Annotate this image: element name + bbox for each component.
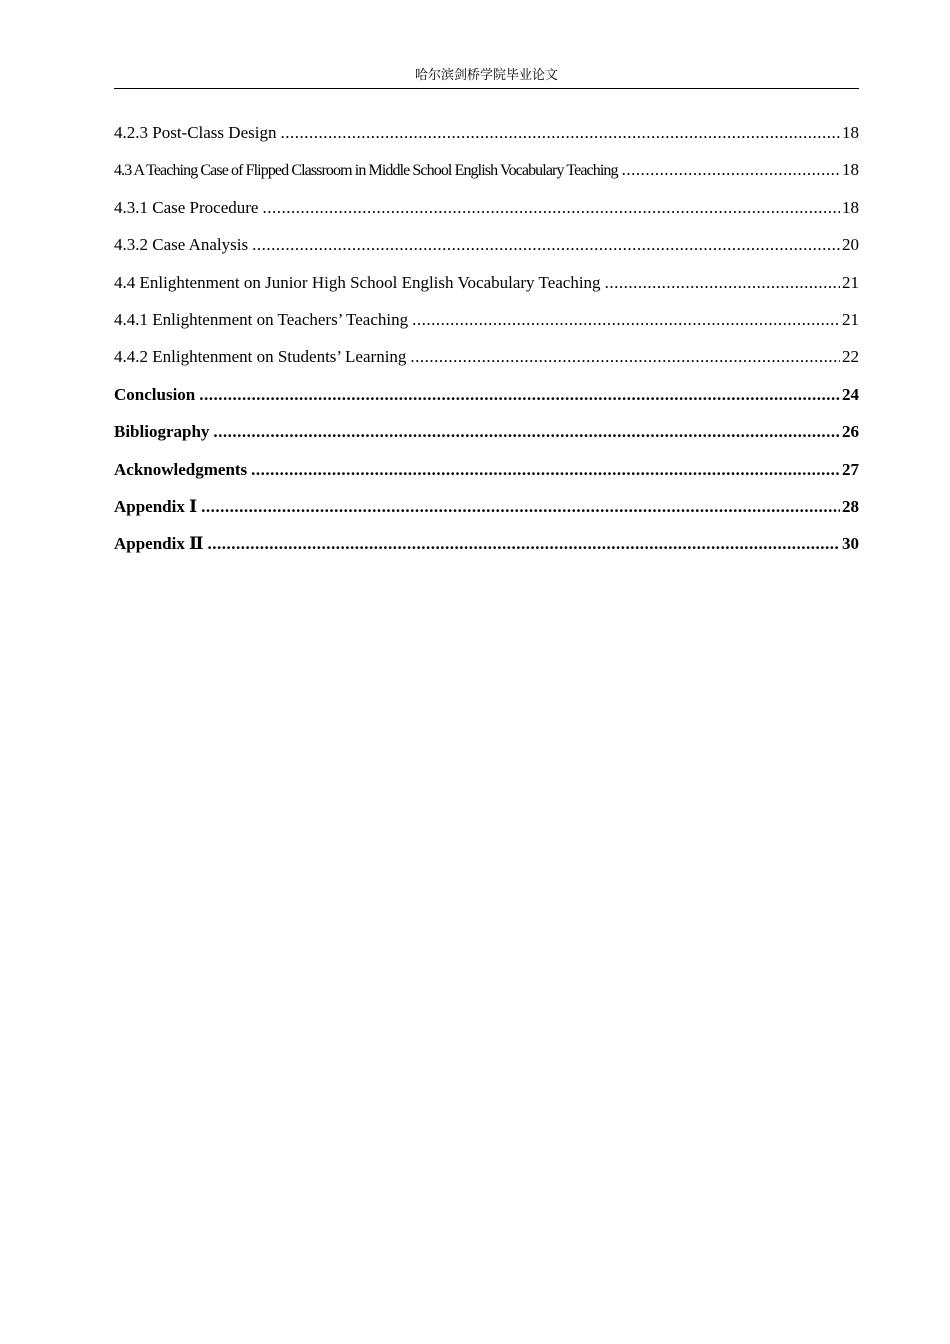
toc-entry-page: 27 xyxy=(842,459,859,479)
toc-entry[interactable] xyxy=(114,270,859,307)
toc-entry[interactable] xyxy=(114,531,859,568)
toc-entry-title: 4.4.1 Enlightenment on Teachers’ Teaching xyxy=(114,309,409,329)
toc-entry[interactable] xyxy=(114,195,859,232)
toc-entry[interactable] xyxy=(114,307,859,344)
header-title: 哈尔滨剑桥学院毕业论文 xyxy=(414,68,558,83)
toc-dot-leader xyxy=(412,307,840,333)
toc-entry-title: Appendix Ⅰ xyxy=(114,496,198,516)
toc-dot-leader xyxy=(199,382,840,408)
table-of-contents xyxy=(114,120,859,569)
toc-dot-leader xyxy=(201,494,840,520)
toc-entry[interactable] xyxy=(114,157,859,194)
toc-entry[interactable] xyxy=(114,120,859,157)
toc-entry[interactable] xyxy=(114,494,859,531)
toc-entry-page: 18 xyxy=(842,160,859,180)
toc-entry-title: 4.2.3 Post-Class Design xyxy=(114,123,277,142)
toc-dot-leader xyxy=(252,232,840,258)
toc-entry-title: 4.4 Enlightenment on Junior High School English Vocabulary Teaching xyxy=(114,272,601,292)
toc-entry-title: Bibliography xyxy=(114,422,210,442)
toc-entry-title: 4.3.2 Case Analysis xyxy=(114,235,249,255)
toc-entry-title: 4.3 A Teaching Case of Flipped Classroom in Middle School English Vocabulary Teaching xyxy=(114,162,618,180)
toc-entry[interactable] xyxy=(114,344,859,381)
toc-entry-page: 26 xyxy=(842,422,859,442)
toc-dot-leader xyxy=(605,270,840,296)
toc-dot-leader xyxy=(622,157,840,183)
toc-dot-leader xyxy=(262,195,840,221)
toc-entry-page: 18 xyxy=(842,123,859,142)
toc-entry[interactable] xyxy=(114,419,859,456)
toc-entry[interactable] xyxy=(114,457,859,494)
toc-dot-leader xyxy=(280,120,840,146)
toc-entry[interactable] xyxy=(114,232,859,269)
toc-entry-title: Appendix Ⅱ xyxy=(114,534,204,554)
toc-dot-leader xyxy=(213,419,840,445)
toc-entry-page: 22 xyxy=(842,347,859,367)
toc-entry-page: 18 xyxy=(842,197,859,217)
toc-entry-page: 21 xyxy=(842,272,859,292)
toc-entry-page: 28 xyxy=(842,496,859,516)
toc-entry[interactable] xyxy=(114,382,859,419)
toc-entry-title: Acknowledgments xyxy=(114,459,248,479)
page-header xyxy=(114,66,859,89)
toc-entry-title: Conclusion xyxy=(114,384,196,404)
toc-entry-title: 4.4.2 Enlightenment on Students’ Learning xyxy=(114,347,407,367)
toc-entry-page: 21 xyxy=(842,309,859,329)
toc-entry-title: 4.3.1 Case Procedure xyxy=(114,197,259,217)
toc-entry-page: 30 xyxy=(842,534,859,554)
toc-entry-page: 24 xyxy=(842,384,859,404)
toc-entry-page: 20 xyxy=(842,235,859,255)
toc-dot-leader xyxy=(207,531,840,557)
toc-dot-leader xyxy=(410,344,840,370)
toc-dot-leader xyxy=(251,457,840,483)
